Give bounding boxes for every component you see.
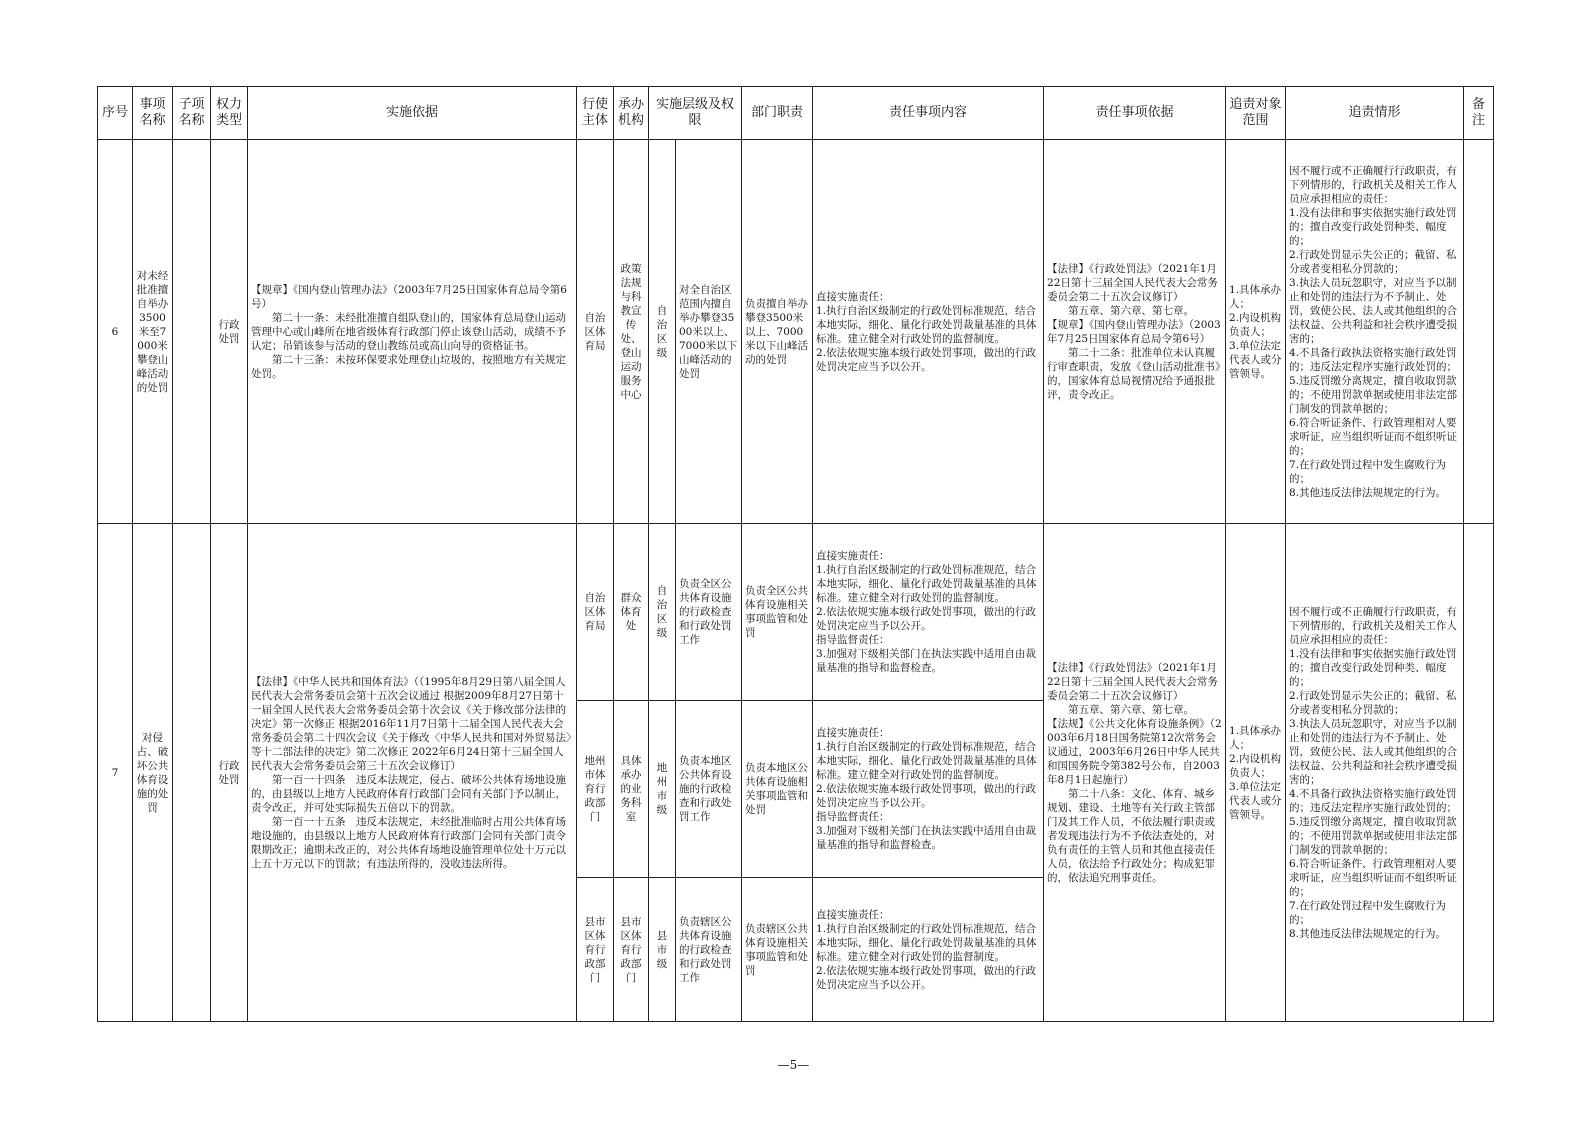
row7-authority-county: 负责辖区公共体育设施的行政检查和行政处罚工作 xyxy=(676,878,742,1022)
row7-level-county: 县市级 xyxy=(649,878,676,1022)
row7-basis: 【法律】《中华人民共和国体育法》（（1995年8月29日第八届全国人民代表大会常务委员会第十五次会议通过 根据2009年8月27日第十一届全国人民代表大会常务委员会第十次会议《关于修改部分法律的决定》第一次修正 根据2016年11月7日第十二届全国人民代表大会常务委员会第二十四次会议《关于修改〈中华人民共和国对外贸易法〉等十二部法律的决定》第二次修正 2022年6月24日第十三届全国人民代表大会常务委员会第三十五次会议修订） 第一百一十四条 违反本法规定，侵占、破坏公共体育场地设施的，由县级以上地方人民政府体育行政部门会同有关部门予以制止，责令改正，并可处实际损失五倍以下的罚款。 第一百一十五条 违反本法规定，未经批准临时占用公共体育场地设施的，由县级以上地方人民政府体育行政部门会同有关部门责令限期改正；逾期未改正的，对公共体育场地设施管理单位处十万元以上五十万元以下的罚款；有违法所得的，没收违法所得。 xyxy=(248,524,577,1022)
row7-level-prefecture: 地州市级 xyxy=(649,701,676,878)
header-remark: 备注 xyxy=(1464,87,1494,140)
row7-org-prefecture: 具体承办的业务科室 xyxy=(614,701,649,878)
row7-type: 行政处罚 xyxy=(211,524,248,1022)
row6-type: 行政处罚 xyxy=(211,140,248,524)
row7-org-county: 县市区体育行政部门 xyxy=(614,878,649,1022)
header-content: 责任事项内容 xyxy=(813,87,1044,140)
row7-duty-prefecture: 负责本地区公共体育设施相关事项监管和处罚 xyxy=(742,701,813,878)
header-org: 承办机构 xyxy=(614,87,649,140)
row7-name: 对侵占、破坏公共体育设施的处罚 xyxy=(133,524,173,1022)
row7-subject-region: 自治区体育局 xyxy=(577,524,614,701)
row7-sub xyxy=(173,524,211,1022)
row7-situations: 因不履行或不正确履行行政职责，有下列情形的，行政机关及相关工作人员应承担相应的责任： 1.没有法律和事实依据实施行政处罚的；擅自改变行政处罚种类、幅度的； 2.行政处罚显示失公正的；截留、私分或者变相私分罚款的； 3.执法人员玩忽职守，对应当予以制止和处罚的违法行为不予制止、处罚，致使公民、法人或其他组织的合法权益、公共利益和社会秩序遭受损害的； 4.不具备行政执法资格实施行政处罚的；违反法定程序实施行政处罚的； 5.违反罚缴分离规定，擅自收取罚款的；不使用罚款单据或使用非法定部门制发的罚款单据的； 6.符合听证条件、行政管理相对人要求听证，应当组织听证而不组织听证的； 7.在行政处罚过程中发生腐败行为的； 8.其他违反法律法规规定的行为。 xyxy=(1286,524,1464,1022)
header-duty: 部门职责 xyxy=(742,87,813,140)
header-subject: 行使主体 xyxy=(577,87,614,140)
row6-scope: 1.具体承办人； 2.内设机构负责人； 3.单位法定代表人或分管领导。 xyxy=(1226,140,1286,524)
header-level: 实施层级及权限 xyxy=(649,87,742,140)
row7-level-region: 自治区级 xyxy=(649,524,676,701)
row7-subject-prefecture: 地州市体育行政部门 xyxy=(577,701,614,878)
page-number: —5— xyxy=(777,1058,810,1072)
row6-basis: 【规章】《国内登山管理办法》（2003年7月25日国家体育总局令第6号） 第二十一条：未经批准擅自组队登山的，国家体育总局登山运动管理中心或山峰所在地省级体育行政部门停止该登山活动，成绩不予认定；吊销该参与活动的登山教练员或高山向导的资格证书。 第二十三条：未按环保要求处理登山垃圾的，按照地方有关规定处罚。 xyxy=(248,140,577,524)
row6-subject: 自治区体育局 xyxy=(577,140,614,524)
row6-situations: 因不履行或不正确履行行政职责，有下列情形的，行政机关及相关工作人员应承担相应的责任： 1.没有法律和事实依据实施行政处罚的；擅自改变行政处罚种类、幅度的； 2.行政处罚显示失公正的；截留、私分或者变相私分罚款的； 3.执法人员玩忽职守，对应当予以制止和处罚的违法行为不予制止、处罚，致使公民、法人或其他组织的合法权益、公共利益和社会秩序遭受损害的； 4.不具备行政执法资格实施行政处罚的；违反法定程序实施行政处罚的； 5.违反罚缴分离规定，擅自收取罚款的；不使用罚款单据或使用非法定部门制发的罚款单据的； 6.符合听证条件、行政管理相对人要求听证，应当组织听证而不组织听证的； 7.在行政处罚过程中发生腐败行为的； 8.其他违反法律法规规定的行为。 xyxy=(1286,140,1464,524)
row7-scope: 1.具体承办人； 2.内设机构负责人； 3.单位法定代表人或分管领导。 xyxy=(1226,524,1286,1022)
row6-sub xyxy=(173,140,211,524)
header-situations: 追责情形 xyxy=(1286,87,1464,140)
responsibility-table xyxy=(97,86,1494,1022)
row7-content-region: 直接实施责任： 1.执行自治区级制定的行政处罚标准规范，结合本地实际，细化、量化行政处罚裁量基准的具体标准。建立健全对行政处罚的监督制度。 2.依法依规实施本级行政处罚事项，做出的行政处罚决定应当予以公开。 指导监督责任： 3.加强对下级相关部门在执法实践中适用自由裁量基准的指导和监督检查。 xyxy=(813,524,1044,701)
row7-remark xyxy=(1464,524,1494,1022)
row7-resp-basis: 【法律】《行政处罚法》（2021年1月22日第十三届全国人民代表大会常务委员会第二十五次会议修订） 第五章、第六章、第七章。 【法规】《公共文化体育设施条例》（2003年6月18日国务院第12次常务会议通过，2003年6月26日中华人民共和国国务院令第382号公布，自2003年8月1日起施行） 第二十八条：文化、体育、城乡规划、建设、土地等有关行政主管部门及其工作人员，不依法履行职责或者发现违法行为不予依法查处的，对负有责任的主管人员和其他直接责任人员，依法给予行政处分；构成犯罪的，依法追究刑事责任。 xyxy=(1044,524,1226,1022)
row7-subject-county: 县市区体育行政部门 xyxy=(577,878,614,1022)
row7-content-prefecture: 直接实施责任： 1.执行自治区级制定的行政处罚标准规范，结合本地实际，细化、量化行政处罚裁量基准的具体标准。建立健全对行政处罚的监督制度。 2.依法依规实施本级行政处罚事项，做出的行政处罚决定应当予以公开。 指导监督责任： 3.加强对下级相关部门在执法实践中适用自由裁量基准的指导和监督检查。 xyxy=(813,701,1044,878)
row7-seq: 7 xyxy=(98,524,133,1022)
header-scope: 追责对象范围 xyxy=(1226,87,1286,140)
row7-authority-prefecture: 负责本地区公共体育设施的行政检查和行政处罚工作 xyxy=(676,701,742,878)
row6-name: 对未经批准擅自举办3500米至7000米攀登山峰活动的处罚 xyxy=(133,140,173,524)
header-name: 事项名称 xyxy=(133,87,173,140)
row6-remark xyxy=(1464,140,1494,524)
row7-org-region: 群众体育处 xyxy=(614,524,649,701)
header-basis: 实施依据 xyxy=(248,87,577,140)
row6-content: 直接实施责任： 1.执行自治区级制定的行政处罚标准规范，结合本地实际，细化、量化行政处罚裁量基准的具体标准。建立健全对行政处罚的监督制度。 2.依法依规实施本级行政处罚事项，做出的行政处罚决定应当予以公开。 xyxy=(813,140,1044,524)
row6-resp-basis: 【法律】《行政处罚法》（2021年1月22日第十三届全国人民代表大会常务委员会第二十五次会议修订） 第五章、第六章、第七章。 【规章】《国内登山管理办法》（2003年7月25日国家体育总局令第6号） 第二十二条：批准单位未认真履行审查职责，发放《登山活动批准书》的，国家体育总局视情况给予通报批评，责令改正。 xyxy=(1044,140,1226,524)
header-resp-basis: 责任事项依据 xyxy=(1044,87,1226,140)
row6-seq: 6 xyxy=(98,140,133,524)
row6-duty: 负责擅自举办攀登3500米以上、7000米以下山峰活动的处罚 xyxy=(742,140,813,524)
row7-content-county: 直接实施责任： 1.执行自治区级制定的行政处罚标准规范，结合本地实际，细化、量化行政处罚裁量基准的具体标准。建立健全对行政处罚的监督制度。 2.依法依规实施本级行政处罚事项，做出的行政处罚决定应当予以公开。 xyxy=(813,878,1044,1022)
row7-duty-region: 负责全区公共体育设施相关事项监管和处罚 xyxy=(742,524,813,701)
row7-duty-county: 负责辖区公共体育设施相关事项监管和处罚 xyxy=(742,878,813,1022)
header-sub: 子项名称 xyxy=(173,87,211,140)
row7-authority-region: 负责全区公共体育设施的行政检查和行政处罚工作 xyxy=(676,524,742,701)
row6-level: 自治区级 xyxy=(649,140,676,524)
header-row xyxy=(98,87,1494,140)
row6-org: 政策法规与科教宣传处、登山运动服务中心 xyxy=(614,140,649,524)
row6-authority: 对全自治区范围内擅自举办攀登3500米以上、7000米以下山峰活动的处罚 xyxy=(676,140,742,524)
table-row xyxy=(98,140,1494,524)
header-seq: 序号 xyxy=(98,87,133,140)
table-row xyxy=(98,524,1494,701)
header-type: 权力类型 xyxy=(211,87,248,140)
